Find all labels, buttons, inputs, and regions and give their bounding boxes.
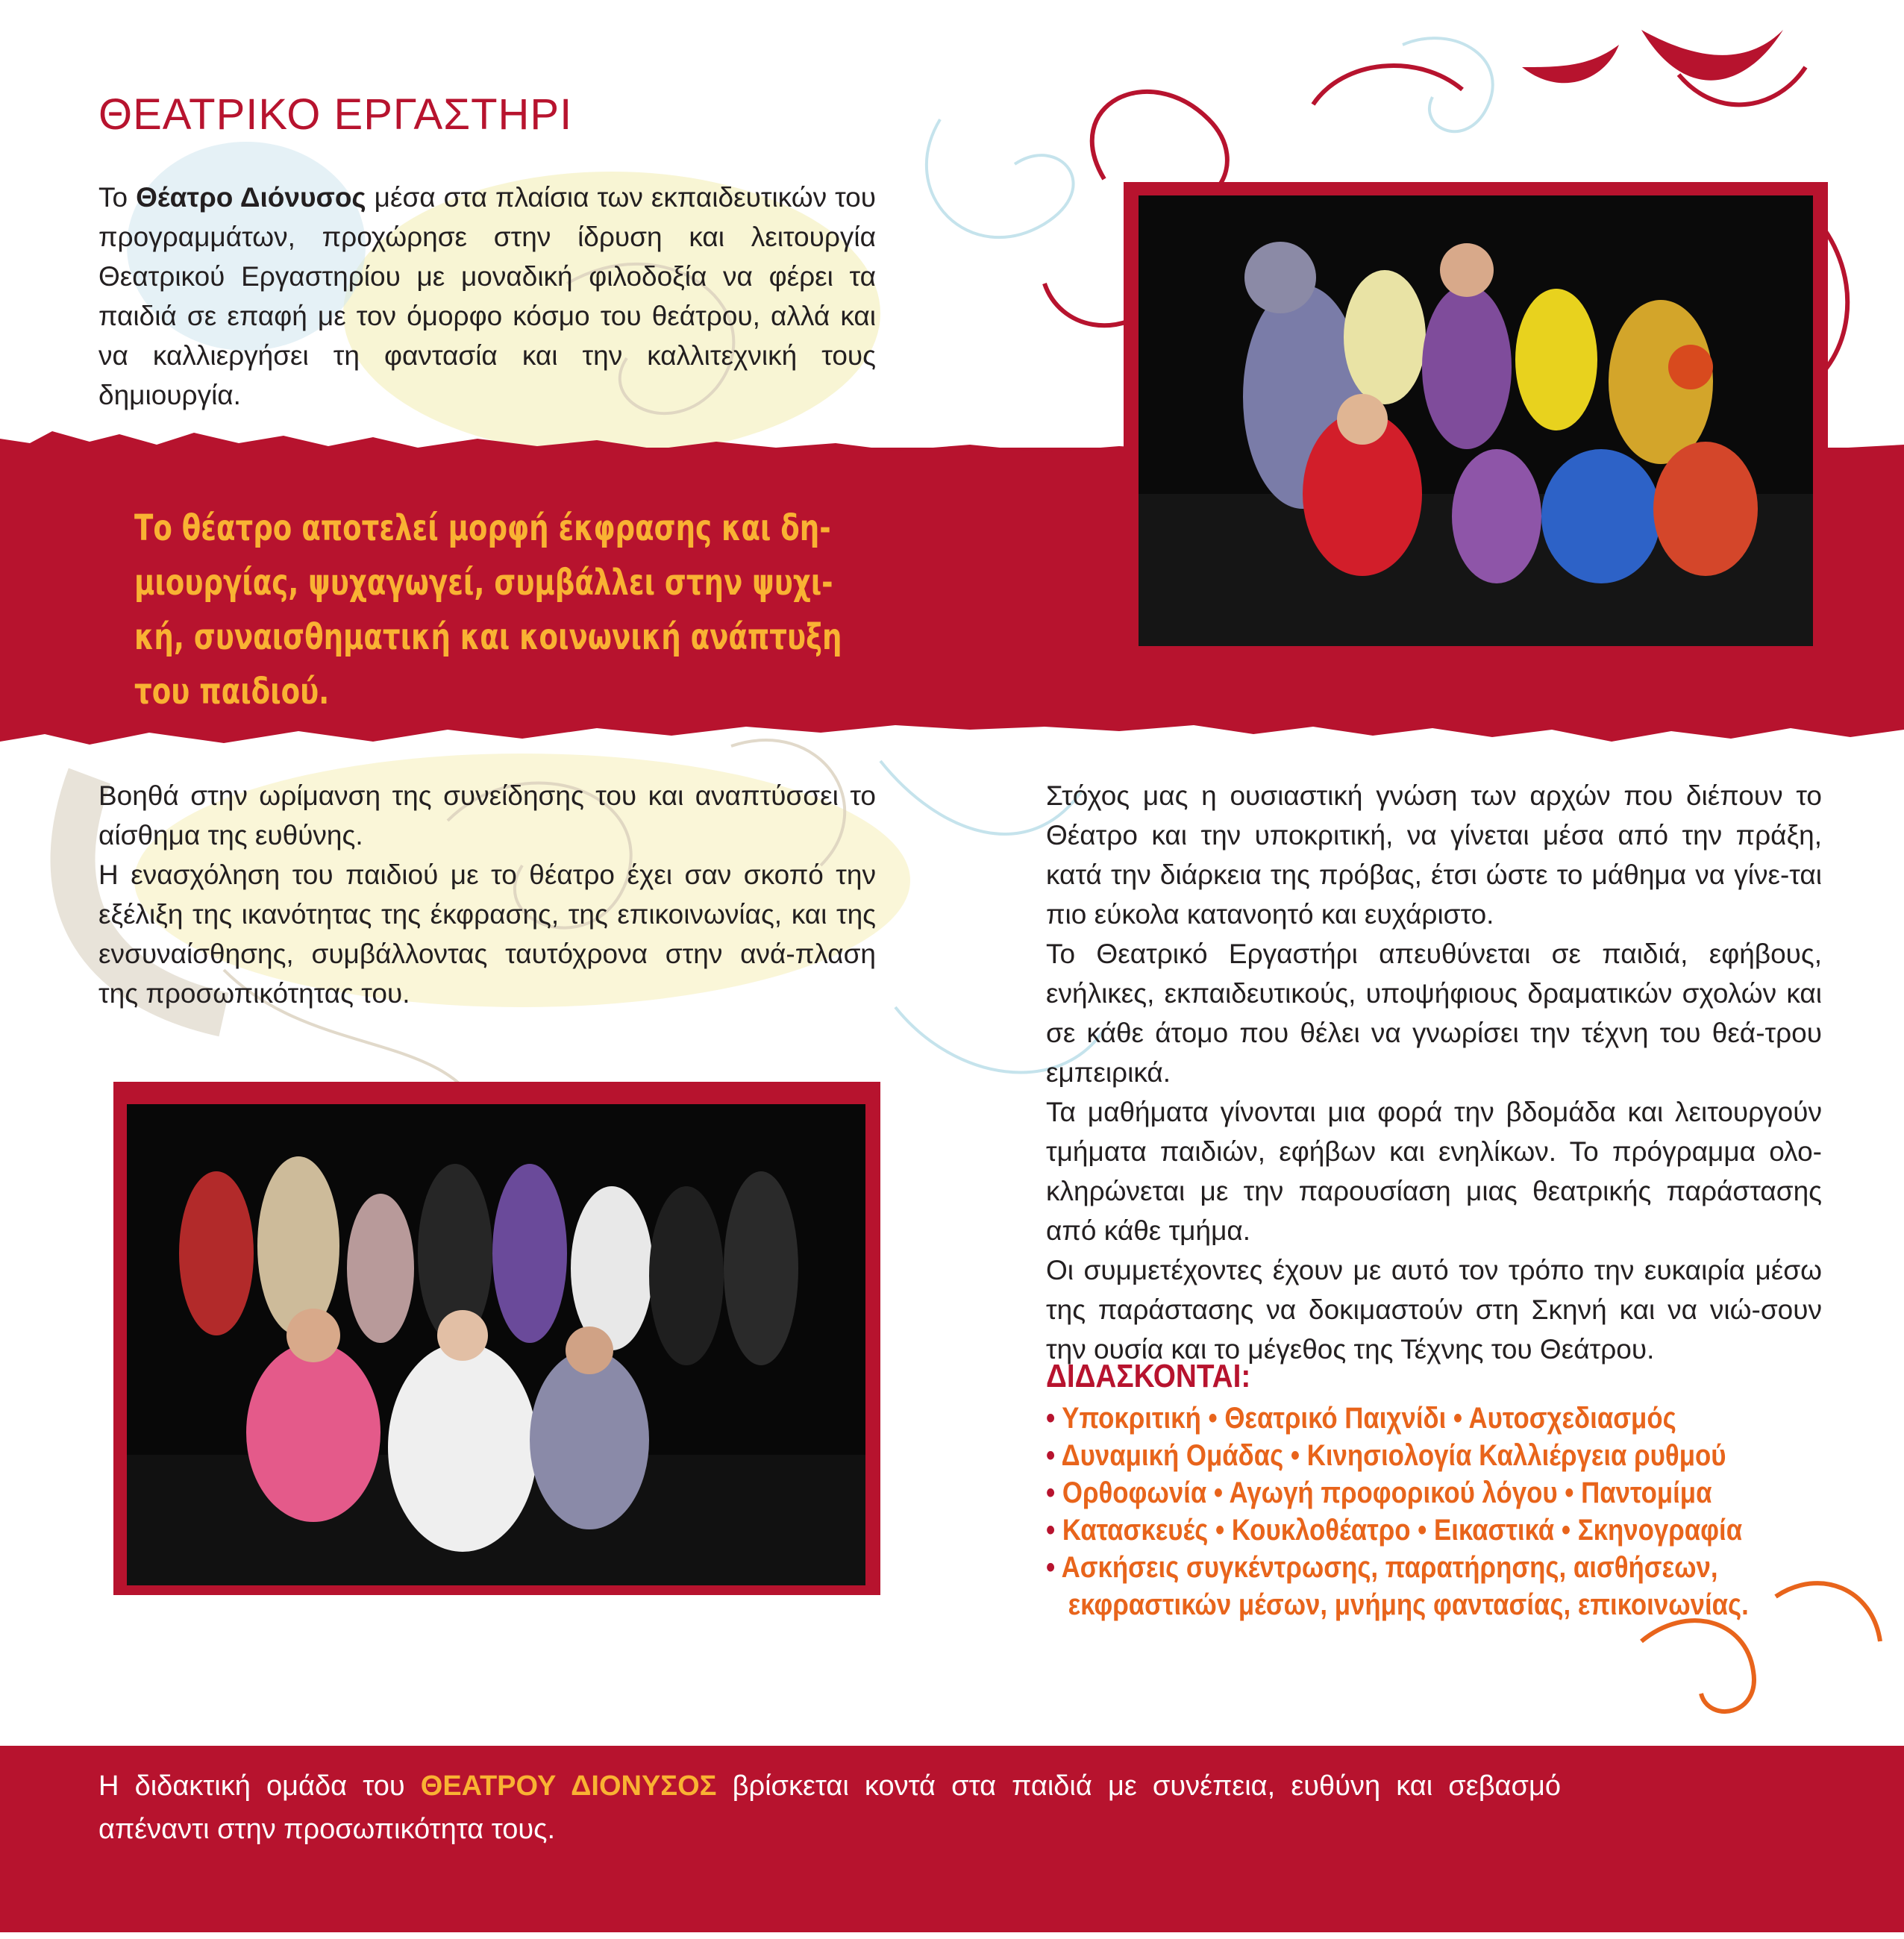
footer-text-rest: βρίσκεται κοντά στα παιδιά με συνέπεια, ευθύνη και σεβασμό απέναντι στην προσωπικότητα τους.: [98, 1770, 1562, 1845]
quote-text: [134, 501, 879, 719]
quote-line: μιουργίας, ψυχαγωγεί, συμβάλλει στην ψυχι-: [134, 562, 833, 604]
footer-text-start: Η διδακτική ομάδα του: [98, 1770, 421, 1802]
intro-paragraph: [98, 178, 876, 415]
bullet-icon: •: [1046, 1514, 1056, 1547]
band-bottom-edge: [0, 722, 1904, 749]
intro-text-rest: μέσα στα πλαίσια των εκπαιδευτικών του προγραμμάτων, προχώρησε στην ίδρυση και λειτουργία Θεατρικού Εργαστηρίου με μοναδική φιλοδοξία να φέρει τα παιδιά σε επαφή με τον όμορφο κόσμο του θεάτρου, αλλά και να καλλιεργήσει τη φαντασία και την καλλιτεχνική τους δημιουργία.: [98, 182, 876, 410]
subject-line: [1046, 1437, 1812, 1474]
intro-text-start: Το: [98, 182, 137, 213]
bullet-icon: •: [1046, 1402, 1056, 1435]
right-paragraph: Στόχος μας η ουσιαστική γνώση των αρχών που διέπουν το Θέατρο και την υποκριτική, να γίνεται μέσα από την πράξη, κατά την διάρκεια της πρόβας, έτσι ώστε το μάθημα να γίνε-ται πιο εύκολα κατανοητό και ευχάριστο.: [1046, 780, 1822, 930]
left-paragraph: Βοηθά στην ωρίμανση της συνείδησης του και αναπτύσσει το αίσθημα της ευθύνης.: [98, 780, 876, 851]
subjects-heading: ΔΙΔΑΣΚΟΝΤΑΙ:: [1046, 1358, 1251, 1394]
subject-line: [1046, 1549, 1812, 1586]
subject-line: [1046, 1474, 1812, 1512]
photo-teen-group: [127, 1104, 865, 1585]
intro-theatre-name: Θέατρο Διόνυσος: [136, 182, 366, 213]
quote-line: κή, συναισθηματική και κοινωνική ανάπτυξη: [134, 616, 842, 658]
quote-line: του παιδιού.: [134, 671, 330, 712]
subjects-list: [1046, 1400, 1812, 1623]
subject-text: Δυναμική Ομάδας • Κινησιολογία Καλλιέργεια ρυθμού: [1061, 1439, 1726, 1472]
subject-text: Κατασκευές • Κουκλοθέατρο • Εικαστικά • Σκηνογραφία: [1062, 1514, 1743, 1547]
subject-line: [1046, 1512, 1812, 1549]
quote-line: Το θέατρο αποτελεί μορφή έκφρασης και δη-: [134, 507, 831, 549]
subject-text: εκφραστικών μέσων, μνήμης φαντασίας, επικοινωνίας.: [1068, 1588, 1749, 1621]
bullet-icon: •: [1046, 1439, 1056, 1472]
left-paragraph: Η ενασχόληση του παιδιού με το θέατρο έχει σαν σκοπό την εξέλιξη της ικανότητας της έκφρασης, της επικοινωνίας, και της ενσυναίσθησης, συμβάλλοντας ταυτόχρονα στην ανά-πλαση της προσωπικότητας του.: [98, 859, 876, 1009]
right-paragraph: Το Θεατρικό Εργαστήρι απευθύνεται σε παιδιά, εφήβους, ενήλικες, εκπαιδευτικούς, υποψήφιους δραματικών σχολών και σε κάθε άτομο που θέλει να γνωρίσει την τέχνη του θεά-τρου εμπειρικά.: [1046, 939, 1822, 1088]
right-column-text: [1046, 776, 1822, 1369]
right-paragraph: Τα μαθήματα γίνονται μια φορά την βδομάδα και λειτουργούν τμήματα παιδιών, εφήβων και ενηλίκων. Το πρόγραμμα ολο-κληρώνεται με την παρουσίαση μιας θεατρικής παράστασης από κάθε τμήμα.: [1046, 1097, 1822, 1246]
subject-line: [1046, 1586, 1812, 1623]
bullet-icon: •: [1046, 1551, 1056, 1584]
subject-text: Ορθοφωνία • Αγωγή προφορικού λόγου • Παντομίμα: [1062, 1476, 1712, 1509]
left-column-text: [98, 776, 876, 1013]
page-title: ΘΕΑΤΡΙΚΟ ΕΡΓΑΣΤΗΡΙ: [98, 90, 573, 139]
bullet-icon: •: [1046, 1476, 1056, 1509]
footer-theatre-name: ΘΕΑΤΡΟΥ ΔΙΟΝΥΣΟΣ: [420, 1770, 717, 1802]
subject-line: [1046, 1400, 1812, 1437]
subject-text: Υποκριτική • Θεατρικό Παιχνίδι • Αυτοσχεδιασμός: [1062, 1402, 1676, 1435]
photo-children-costumes: [1139, 195, 1813, 646]
footer-text: [98, 1764, 1561, 1851]
subject-text: Ασκήσεις συγκέντρωσης, παρατήρησης, αισθήσεων,: [1061, 1551, 1718, 1584]
right-paragraph: Οι συμμετέχοντες έχουν με αυτό τον τρόπο την ευκαιρία μέσω της παράστασης να δοκιμαστούν στη Σκηνή και να νιώ-σουν την ουσία και το μέγεθος της Τέχνης του Θεάτρου.: [1046, 1255, 1822, 1365]
